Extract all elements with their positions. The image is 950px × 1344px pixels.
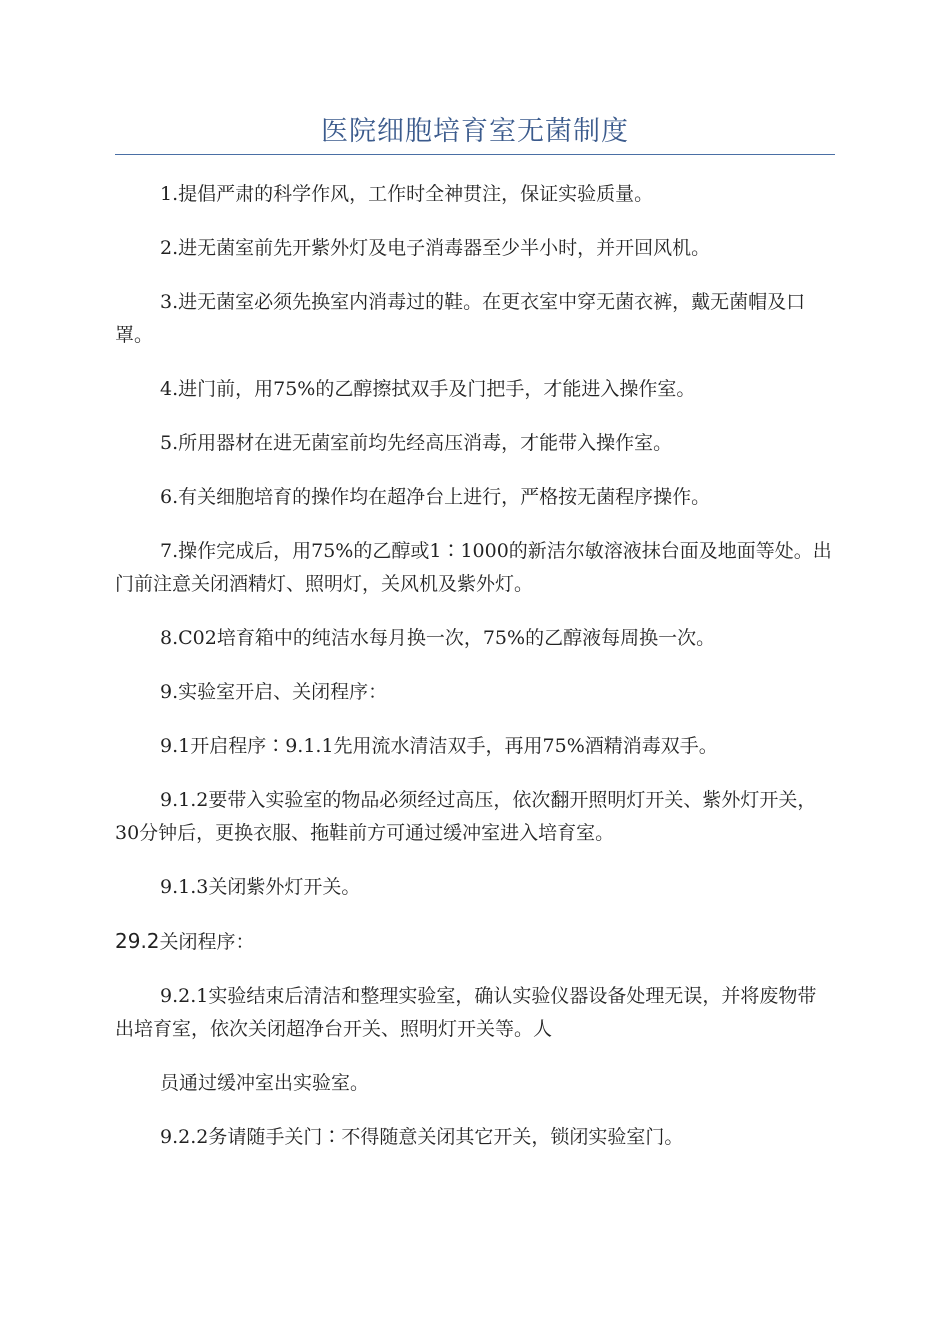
paragraph-9-1-3: 9.1.3关闭紫外灯开关。	[160, 876, 361, 898]
paragraph-1: 1.提倡严肃的科学作风，工作时全神贯注，保证实验质量。	[160, 183, 654, 205]
title-underline	[115, 154, 835, 155]
paragraph-9-1-2: 9.1.2要带入实验室的物品必须经过高压，依次翻开照明灯开关、紫外灯开关，30分钟后，更换衣服、拖鞋前方可通过缓冲室进入培育室。	[115, 789, 817, 844]
paragraph-5: 5.所用器材在进无菌室前均先经高压消毒，才能带入操作室。	[160, 432, 673, 454]
paragraph-6: 6.有关细胞培育的操作均在超净台上进行，严格按无菌程序操作。	[160, 486, 711, 508]
paragraph-8: 8.C02培育箱中的纯洁水每月换一次，75%的乙醇液每周换一次。	[160, 627, 716, 649]
section-heading-29-2	[115, 925, 835, 959]
paragraph-7: 7.操作完成后，用75%的乙醇或1∶1000的新洁尔敏溶液抹台面及地面等处。出门前注意关闭酒精灯、照明灯，关风机及紫外灯。	[115, 540, 832, 595]
paragraph-9-2-1-continued: 员通过缓冲室出实验室。	[160, 1072, 370, 1094]
paragraph-9-2-1: 9.2.1实验结束后清洁和整理实验室，确认实验仪器设备处理无误，并将废物带出培育室，依次关闭超净台开关、照明灯开关等。人	[115, 985, 817, 1040]
section-number: 29.2	[115, 929, 160, 953]
paragraph-9-1: 9.1开启程序∶9.1.1先用流水清洁双手，再用75%酒精消毒双手。	[160, 735, 718, 757]
paragraph-9-2-2: 9.2.2务请随手关门∶不得随意关闭其它开关，锁闭实验室门。	[160, 1126, 684, 1148]
paragraph-3: 3.进无菌室必须先换室内消毒过的鞋。在更衣室中穿无菌衣裤，戴无菌帽及口罩。	[115, 291, 806, 346]
paragraph-2: 2.进无菌室前先开紫外灯及电子消毒器至少半小时，并开回风机。	[160, 237, 711, 259]
document-title: 医院细胞培育室无菌制度	[321, 116, 629, 147]
document-body	[115, 178, 835, 1175]
paragraph-9: 9.实验室开启、关闭程序：	[160, 681, 388, 703]
section-label: 关闭程序：	[159, 931, 255, 953]
paragraph-4: 4.进门前，用75%的乙醇擦拭双手及门把手，才能进入操作室。	[160, 378, 696, 400]
